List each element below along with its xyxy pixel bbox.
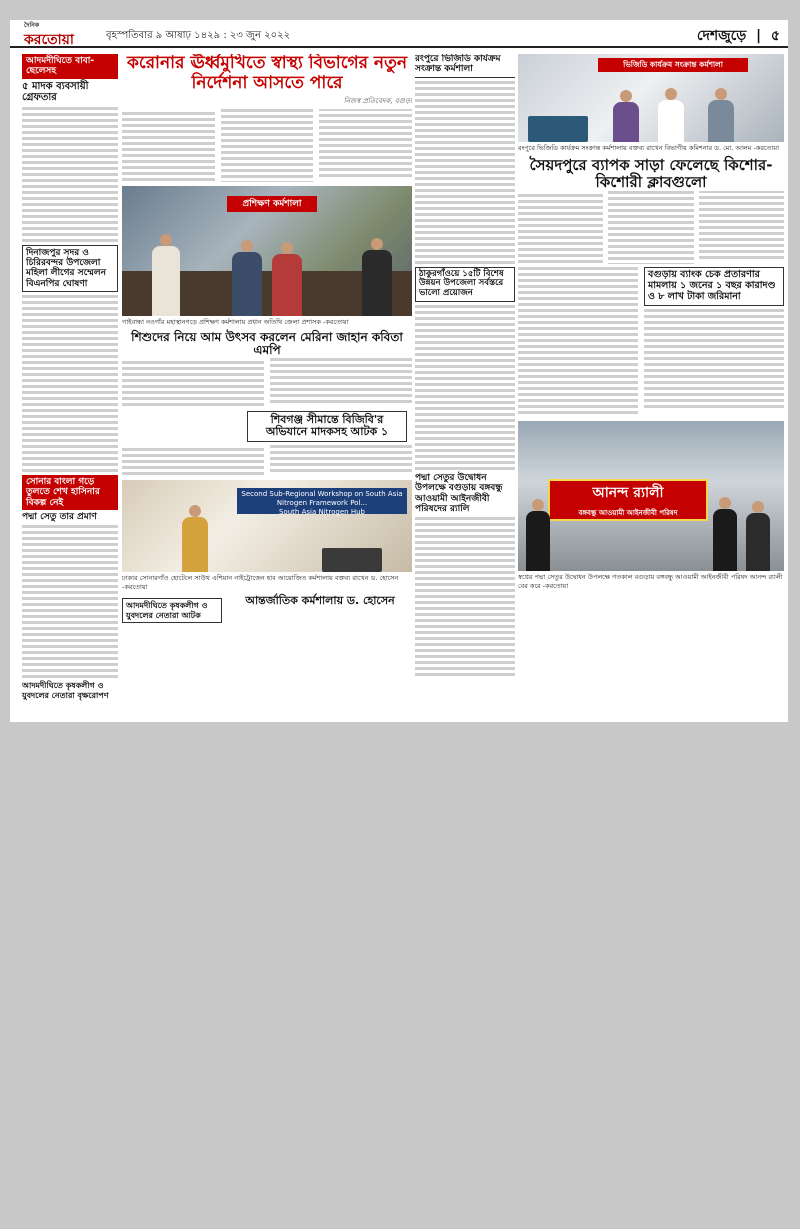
text-block bbox=[122, 109, 412, 182]
logo-text: করতোয়া bbox=[24, 32, 74, 48]
bottom-headline: আন্তর্জাতিক কর্মশালায় ড. হোসেন bbox=[245, 594, 395, 608]
main-column bbox=[122, 54, 412, 714]
left-story3-headline: সোনার বাংলা গড়ে তুলতে শেখ হাসিনার বিকল্প নেই bbox=[22, 475, 118, 510]
seminar-photo bbox=[122, 480, 412, 572]
bank-story bbox=[644, 264, 784, 417]
section-title: দেশজুড়ে | ৫ bbox=[696, 28, 780, 44]
rally-banner-title: আনন্দ র‍্যালী bbox=[592, 485, 664, 501]
text-block bbox=[415, 305, 515, 470]
lead-headline: সৈয়দপুরে ব্যাপক সাড়া ফেলেছে কিশোর-কিশোরী ক্লাবগুলো bbox=[529, 155, 773, 191]
text-block bbox=[22, 295, 118, 472]
workshop-caption: রংপুরে ভিজিডি কার্যক্রম সংক্রান্ত কর্মশালায় বক্তব্য রাখেন বিভাগীয় কমিশনার ড. মো. আলম -করতোয়া bbox=[518, 144, 779, 152]
text-block bbox=[122, 358, 412, 408]
person-head bbox=[241, 240, 253, 252]
person-figure bbox=[708, 100, 734, 142]
person-head bbox=[752, 501, 764, 513]
audience-figure bbox=[322, 548, 382, 572]
person-figure bbox=[152, 246, 180, 316]
vgd-workshop-photo bbox=[518, 54, 784, 142]
left-top-headline-2: ৫ মাদক ব্যবসায়ী গ্রেফতার bbox=[22, 80, 89, 104]
bank-story-row bbox=[518, 264, 784, 417]
text-block bbox=[644, 309, 784, 408]
newspaper-logo bbox=[24, 22, 84, 46]
masthead bbox=[10, 20, 788, 48]
rally-banner bbox=[548, 479, 708, 521]
left-story3-sub: পদ্মা সেতু তার প্রমাণ bbox=[22, 512, 97, 523]
person-head bbox=[160, 234, 172, 246]
left-top-headline: আদমদীঘিতে বাবা-ছেলেসহ bbox=[22, 54, 118, 79]
border-raid-headline: শিবগঞ্জ সীমান্তে বিজিবি'র অভিযানে মাদকসহ আটক ১ bbox=[247, 411, 407, 442]
column3-headline-2: ঠাকুরগাঁওয়ে ১৫টি বিশেষ উন্নয়ন উপজেলা সর্বস্তরে ভালো প্রয়োজন bbox=[415, 267, 515, 302]
column3-headline-1: রংপুরে ভিজিডি কার্যক্রম সংক্রান্ত কর্মশালা bbox=[415, 54, 515, 78]
bottom-headlines bbox=[122, 595, 412, 625]
person-head bbox=[715, 88, 727, 100]
text-block bbox=[518, 264, 638, 417]
text-block bbox=[22, 525, 118, 678]
seminar-banner bbox=[237, 488, 407, 517]
photo-banner: প্রশিক্ষণ কর্মশালা bbox=[227, 196, 317, 212]
person-head bbox=[371, 238, 383, 250]
person-head bbox=[620, 90, 632, 102]
left-story2-headline: দিনাজপুর সদর ও চিরিরবন্দর উপজেলা মহিলা লীগের সম্মেলন বিএনপির ঘোষণা bbox=[22, 245, 118, 292]
main-headline: করোনার ঊর্ধ্বমুখিতে স্বাস্থ্য বিভাগের নতুন নির্দেশনা আসতে পারে bbox=[126, 54, 407, 93]
seminar-banner-text: Second Sub-Regional Workshop on South Asia Nitrogen Framework Pol... bbox=[241, 490, 403, 508]
rally-banner-sub: বঙ্গবন্ধু আওয়ামী আইনজীবী পরিষদ bbox=[578, 509, 678, 517]
page-number: ৫ bbox=[770, 28, 780, 44]
seminar-caption: ঢাকার সোনারগাঁও হোটেলে সাউথ এশিয়ান নাইট্রোজেন হাব আয়োজিত কর্মশালায় বক্তব্য রাখেন ড. হোসেন -করতোয়া bbox=[122, 574, 399, 591]
bank-headline: বগুড়ায় ব্যাংক চেক প্রতারণার মামলায় ১ জনের ১ বছর কারাদণ্ড ও ৮ লাখ টাকা জরিমানা bbox=[644, 267, 784, 306]
person-head bbox=[532, 499, 544, 511]
newspaper-page bbox=[10, 20, 788, 722]
mango-festival-headline: শিশুদের নিয়ে আম উৎসব করলেন মেরিনা জাহান কবিতা এমপি bbox=[131, 329, 403, 358]
person-head bbox=[719, 497, 731, 509]
person-figure bbox=[526, 511, 550, 571]
section-name: দেশজুড়ে bbox=[696, 28, 747, 44]
left-column bbox=[22, 54, 118, 714]
person-figure bbox=[272, 254, 302, 316]
column3-headline-3: পদ্মা সেতুর উদ্বোধন উপলক্ষে বগুড়ায় বঙ্গবন্ধু আওয়ামী আইনজীবী পরিষদের র‍্যালি bbox=[415, 472, 503, 515]
person-figure bbox=[613, 102, 639, 142]
right-column bbox=[518, 54, 784, 714]
person-figure bbox=[713, 509, 737, 571]
text-block bbox=[415, 81, 515, 264]
person-figure bbox=[746, 513, 770, 571]
third-column bbox=[415, 54, 515, 714]
rally-caption: স্বপ্নের পদ্মা সেতুর উদ্বোধন উপলক্ষে গতকাল বগুড়ায় বঙ্গবন্ধু আওয়ামী আইনজীবী পরিষদ আনন্দ র‍্যালী বের করে -করতোয়া bbox=[518, 573, 783, 590]
person-figure bbox=[232, 252, 262, 316]
text-block bbox=[415, 517, 515, 676]
person-head bbox=[665, 88, 677, 100]
page-date: বৃহস্পতিবার ৯ আষাঢ় ১৪২৯ : ২৩ জুন ২০২২ bbox=[106, 30, 291, 41]
text-block bbox=[518, 191, 784, 264]
photo-caption: গাইবান্ধা নওগাঁর মহাস্থানগড়ে প্রশিক্ষণ কর্মশালায় প্রধান অতিথি জেলা প্রশাসক -করতোয়া bbox=[122, 318, 349, 327]
person-head bbox=[281, 242, 293, 254]
main-byline: নিজস্ব প্রতিবেদক, বগুড়া bbox=[343, 97, 412, 106]
audience-figure bbox=[528, 116, 588, 142]
rally-photo bbox=[518, 421, 784, 571]
text-block bbox=[122, 445, 412, 477]
logo-small-text: দৈনিক bbox=[24, 22, 40, 29]
workshop-banner: ভিজিডি কার্যক্রম সংক্রান্ত কর্মশালা bbox=[598, 58, 748, 72]
left-story4-headline: আদমদীঘিতে কৃষকলীগ ও যুবদলের নেতারা বৃক্ষরোপণ bbox=[22, 681, 109, 700]
workshop-photo bbox=[122, 186, 412, 316]
seminar-banner-sub: South Asia Nitrogen Hub bbox=[279, 508, 365, 517]
person-figure bbox=[658, 100, 684, 142]
bottom-left-headline: আদমদীঘিতে কৃষকলীগ ও যুবদলের নেতারা আটক bbox=[122, 598, 222, 622]
person-head bbox=[189, 505, 201, 517]
text-block bbox=[22, 107, 118, 242]
person-figure bbox=[362, 250, 392, 316]
person-figure bbox=[182, 517, 208, 572]
